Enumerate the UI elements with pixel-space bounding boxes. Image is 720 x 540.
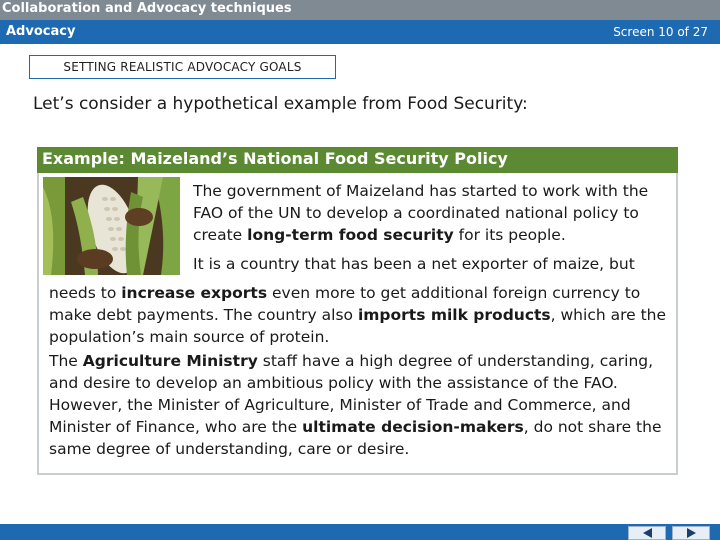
- paragraph-policy: [193, 180, 671, 246]
- lesson-title: Advocacy: [6, 24, 76, 39]
- lesson-title-bar: [0, 20, 720, 44]
- triangle-right-icon: [687, 528, 696, 538]
- maize-photo: [43, 177, 180, 275]
- intro-text: Let’s consider a hypothetical example from Food Security:: [33, 94, 528, 114]
- example-title: Example: Maizeland’s National Food Security Policy: [42, 149, 508, 168]
- paragraph-policy-text-end: for its people.: [453, 226, 566, 244]
- paragraph-ministers: [49, 350, 671, 460]
- paragraph-exports-text: needs to: [49, 284, 122, 302]
- screen-counter: Screen 10 of 27: [613, 25, 708, 39]
- section-label: SETTING REALISTIC ADVOCACY GOALS: [29, 55, 336, 79]
- emphasis-agriculture-ministry: Agriculture Ministry: [82, 352, 258, 370]
- example-header: [37, 147, 678, 173]
- emphasis-increase-exports: increase exports: [121, 284, 268, 302]
- course-title-bar: [0, 0, 720, 20]
- previous-screen-button[interactable]: [628, 526, 666, 540]
- emphasis-imports-milk-products: imports milk products: [357, 306, 551, 324]
- course-title: Collaboration and Advocacy techniques: [2, 1, 292, 16]
- paragraph-ministers-text-end: , do not share the same degree of understanding, care or desire.: [49, 418, 662, 458]
- emphasis-ultimate-decision-makers: ultimate decision-makers: [302, 418, 524, 436]
- paragraph-policy-text: The government of Maizeland has started to work with the FAO of the UN to develop a coordinated national policy to create: [193, 182, 649, 244]
- emphasis-long-term-food-security: long-term food security: [247, 226, 454, 244]
- paragraph-exports: [49, 282, 671, 348]
- paragraph-ministers-text-middle: staff have a high degree of understanding, caring, and desire to develop an ambitious policy with the assistance of the FAO. However, the Minister of Agriculture, Minister of Trade and Commerce, and Minister of Finance, who are the: [49, 352, 654, 436]
- bottom-bar: [0, 524, 720, 540]
- paragraph-exports-text-middle: even more to get additional foreign currency to make debt payments. The country also: [49, 284, 641, 324]
- triangle-left-icon: [643, 528, 652, 538]
- next-screen-button[interactable]: [672, 526, 710, 540]
- paragraph-exports-line1: It is a country that has been a net exporter of maize, but: [193, 255, 635, 273]
- paragraph-ministers-text: The: [49, 352, 83, 370]
- paragraph-exports-text-end: , which are the population’s main source of protein.: [49, 306, 667, 346]
